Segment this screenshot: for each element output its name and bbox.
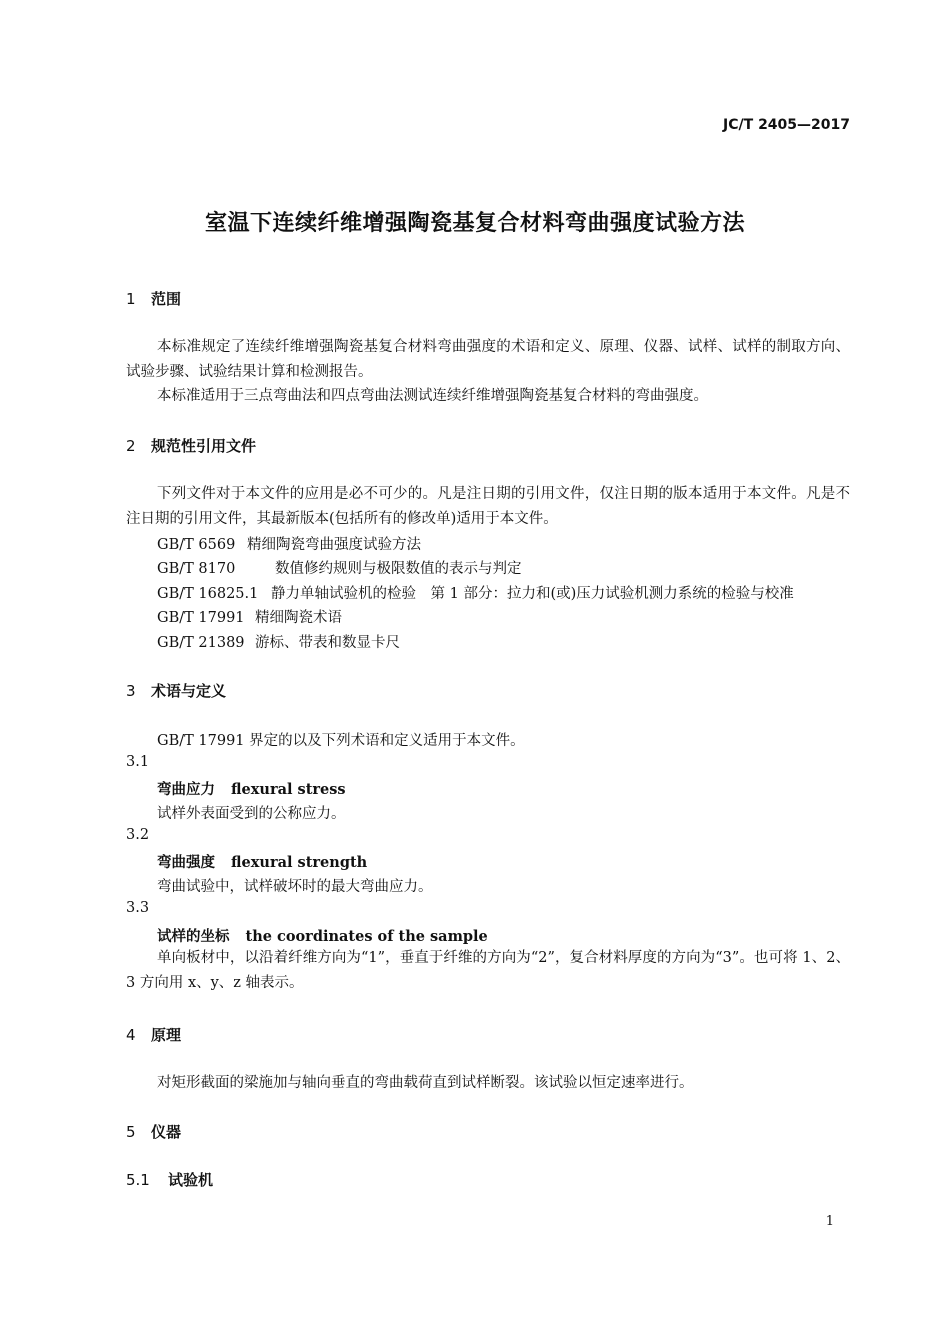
subsection-5-1-heading <box>126 1169 213 1190</box>
section-number: 5 <box>126 1123 136 1141</box>
reference-code: GB/T 21389 <box>157 635 245 651</box>
reference-code: GB/T 16825.1 <box>157 586 259 602</box>
term-heading <box>157 925 488 946</box>
section-number: 1 <box>126 290 136 308</box>
section-1-paragraph-1: 本标准规定了连续纤维增强陶瓷基复合材料弯曲强度的术语和定义、原理、仪器、试样、试样的制取方向、试验步骤、试验结果计算和检测报告。 <box>126 339 850 380</box>
section-number: 2 <box>126 437 136 455</box>
document-title: 室温下连续纤维增强陶瓷基复合材料弯曲强度试验方法 <box>204 211 745 236</box>
reference-item <box>157 533 421 554</box>
reference-item <box>157 606 342 627</box>
reference-name: 游标、带表和数显卡尺 <box>255 635 400 651</box>
section-title: 原理 <box>151 1026 182 1044</box>
term-english: flexural stress <box>231 781 346 798</box>
section-1-heading <box>126 288 181 309</box>
section-title: 术语与定义 <box>151 682 227 700</box>
subsection-number: 5.1 <box>126 1171 150 1189</box>
term-chinese: 弯曲强度 <box>157 855 215 871</box>
reference-name: 精细陶瓷术语 <box>255 610 342 626</box>
section-4-heading <box>126 1024 181 1045</box>
term-number: 3.3 <box>126 900 150 916</box>
subsection-title: 试验机 <box>168 1171 214 1189</box>
term-definition: 弯曲试验中，试样破坏时的最大弯曲应力。 <box>157 879 433 895</box>
reference-item <box>157 557 522 578</box>
term-definition: 试样外表面受到的公称应力。 <box>157 806 346 822</box>
reference-name: 数值修约规则与极限数值的表示与判定 <box>275 561 522 577</box>
reference-code: GB/T 6569 <box>157 537 236 553</box>
term-heading <box>157 851 367 872</box>
reference-code: GB/T 17991 <box>157 610 245 626</box>
reference-item <box>157 631 400 652</box>
section-title: 规范性引用文件 <box>151 437 257 455</box>
section-title: 仪器 <box>151 1123 182 1141</box>
term-number: 3.2 <box>126 827 150 843</box>
section-3-heading <box>126 680 226 701</box>
standard-number: JC/T 2405—2017 <box>723 117 850 133</box>
term-english: the coordinates of the sample <box>245 928 488 945</box>
section-number: 3 <box>126 682 136 700</box>
term-chinese: 试样的坐标 <box>157 929 230 945</box>
reference-name: 静力单轴试验机的检验 第 1 部分：拉力和(或)压力试验机测力系统的检验与校准 <box>271 586 794 602</box>
section-1-paragraph-2: 本标准适用于三点弯曲法和四点弯曲法测试连续纤维增强陶瓷基复合材料的弯曲强度。 <box>157 388 708 404</box>
reference-name: 精细陶瓷弯曲强度试验方法 <box>247 537 421 553</box>
section-2-paragraph-1: 下列文件对于本文件的应用是必不可少的。凡是注日期的引用文件，仅注日期的版本适用于本文件。凡是不注日期的引用文件，其最新版本(包括所有的修改单)适用于本文件。 <box>126 486 850 527</box>
term-chinese: 弯曲应力 <box>157 782 215 798</box>
section-2-heading <box>126 435 256 456</box>
term-heading <box>157 778 346 799</box>
page-number: 1 <box>825 1214 834 1229</box>
section-4-paragraph-1: 对矩形截面的梁施加与轴向垂直的弯曲载荷直到试样断裂。该试验以恒定速率进行。 <box>157 1075 694 1091</box>
section-5-heading <box>126 1121 181 1142</box>
section-title: 范围 <box>151 290 182 308</box>
term-number: 3.1 <box>126 754 150 770</box>
reference-item <box>157 582 794 603</box>
section-number: 4 <box>126 1026 136 1044</box>
reference-code: GB/T 8170 <box>157 561 236 577</box>
term-definition: 单向板材中，以沿着纤维方向为“1”，垂直于纤维的方向为“2”，复合材料厚度的方向为“3”。也可将 1、2、3 方向用 x、y、z 轴表示。 <box>126 950 850 991</box>
term-english: flexural strength <box>231 854 368 871</box>
section-3-paragraph-1: GB/T 17991 界定的以及下列术语和定义适用于本文件。 <box>157 733 525 749</box>
